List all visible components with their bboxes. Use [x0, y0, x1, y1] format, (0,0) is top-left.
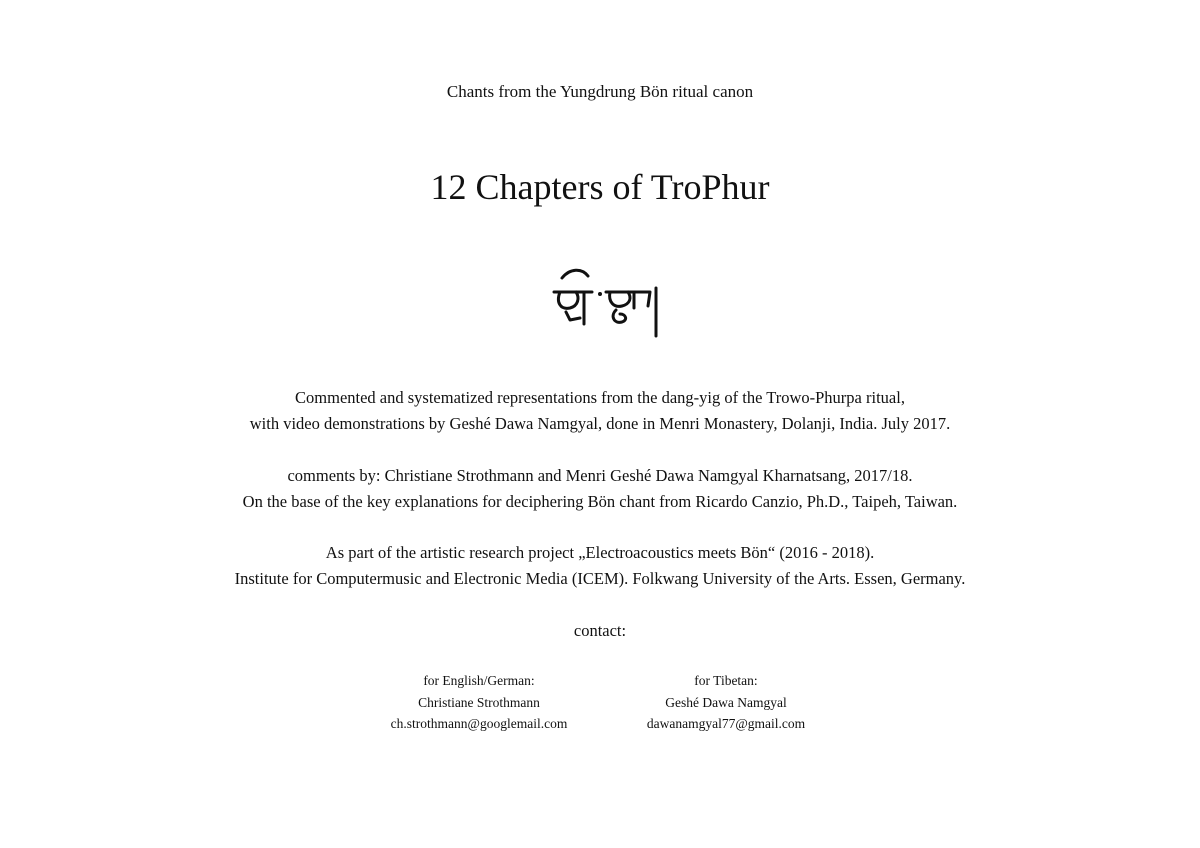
intro-line-1: Commented and systematized representations from the dang-yig of the Trowo-Phurpa ritual,: [295, 388, 905, 407]
tibetan-title-glyphs: [540, 262, 660, 344]
credits-paragraph: [0, 463, 1200, 515]
credits-line-2: On the base of the key explanations for deciphering Bön chant from Ricardo Canzio, Ph.D., Taipeh, Taiwan.: [242, 492, 958, 511]
intro-paragraph: [0, 385, 1200, 437]
contact-tibetan: [576, 670, 876, 735]
project-line-1: As part of the artistic research project „Electroacoustics meets Bön“ (2016 - 2018).: [325, 543, 875, 562]
contact-email: dawanamgyal77@gmail.com: [646, 716, 806, 731]
document-title: 12 Chapters of TroPhur: [430, 167, 770, 207]
contact-role: for Tibetan:: [694, 673, 758, 688]
contact-name: Geshé Dawa Namgyal: [665, 694, 787, 710]
document-subtitle: Chants from the Yungdrung Bön ritual canon: [446, 82, 754, 101]
contact-name: Christiane Strothmann: [418, 694, 540, 710]
project-paragraph: [0, 540, 1200, 592]
contact-role: for English/German:: [423, 673, 535, 688]
contact-label: contact:: [573, 621, 627, 640]
tibetan-title: [0, 262, 1200, 344]
contact-email: ch.strothmann@googlemail.com: [390, 716, 568, 731]
intro-line-2: with video demonstrations by Geshé Dawa Namgyal, done in Menri Monastery, Dolanji, India. July 2017.: [249, 414, 951, 433]
credits-line-1: comments by: Christiane Strothmann and Menri Geshé Dawa Namgyal Kharnatsang, 2017/18.: [287, 466, 913, 485]
project-line-2: Institute for Computermusic and Electronic Media (ICEM). Folkwang University of the Arts. Essen, Germany.: [234, 569, 966, 588]
